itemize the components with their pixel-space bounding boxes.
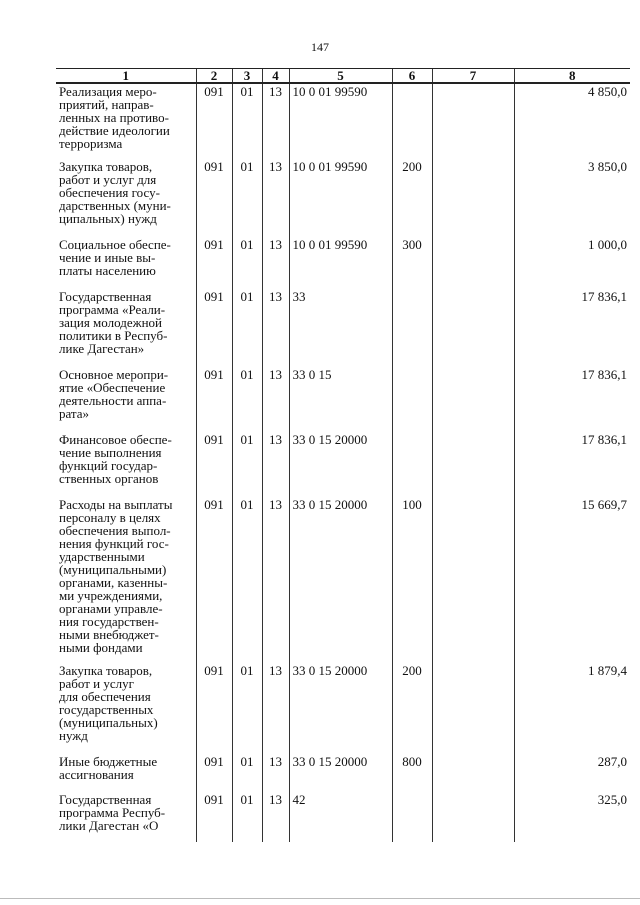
- item-name: Государственная программа «Реали- зация молодежной политики в Респуб- лике Дагестан»: [59, 289, 168, 356]
- code-target-article: 33 0 15 20000: [289, 754, 392, 792]
- code-target-article: 33 0 15: [289, 367, 392, 432]
- code-subsection: 13: [262, 754, 289, 792]
- code-target-article: 42: [289, 792, 392, 842]
- code-section: 01: [232, 792, 262, 842]
- column-header: 1: [56, 69, 196, 84]
- code-ministry: 091: [196, 367, 232, 432]
- code-ministry: 091: [196, 497, 232, 663]
- col-7: [432, 432, 514, 497]
- code-section: 01: [232, 289, 262, 367]
- column-header: 3: [232, 69, 262, 84]
- code-expense-type: [392, 432, 432, 497]
- col-7: [432, 754, 514, 792]
- table-row: [56, 497, 630, 663]
- code-target-article: 10 0 01 99590: [289, 237, 392, 289]
- code-target-article: 33: [289, 289, 392, 367]
- code-section: 01: [232, 237, 262, 289]
- code-expense-type: 200: [392, 159, 432, 237]
- table-row: [56, 289, 630, 367]
- code-subsection: 13: [262, 289, 289, 367]
- code-ministry: 091: [196, 237, 232, 289]
- col-7: [432, 497, 514, 663]
- code-expense-type: 100: [392, 497, 432, 663]
- table-row: [56, 367, 630, 432]
- item-name: Закупка товаров, работ и услуг для обеспечения госу- дарственных (муни- ципальных) нужд: [59, 159, 171, 226]
- code-expense-type: 800: [392, 754, 432, 792]
- table-row: [56, 663, 630, 754]
- code-subsection: 13: [262, 159, 289, 237]
- table-row: [56, 159, 630, 237]
- item-name: Социальное обеспе- чение и иные вы- платы населению: [59, 237, 171, 278]
- code-section: 01: [232, 432, 262, 497]
- col-7: [432, 792, 514, 842]
- item-name: Закупка товаров, работ и услуг для обеспечения государственных (муниципальных) нужд: [59, 663, 158, 743]
- page-number: 147: [311, 40, 329, 54]
- column-header: 5: [289, 69, 392, 84]
- table-row: [56, 792, 630, 842]
- col-7: [432, 237, 514, 289]
- code-section: 01: [232, 497, 262, 663]
- col-7: [432, 159, 514, 237]
- amount: 17 836,1: [514, 432, 630, 497]
- code-expense-type: 300: [392, 237, 432, 289]
- amount: 287,0: [514, 754, 630, 792]
- code-target-article: 33 0 15 20000: [289, 497, 392, 663]
- code-ministry: 091: [196, 792, 232, 842]
- code-target-article: 33 0 15 20000: [289, 432, 392, 497]
- amount: 4 850,0: [514, 83, 630, 159]
- amount: 17 836,1: [514, 289, 630, 367]
- code-expense-type: [392, 289, 432, 367]
- table-row: [56, 432, 630, 497]
- col-7: [432, 367, 514, 432]
- item-name: Расходы на выплаты персоналу в целях обеспечения выпол- нения функций гос- ударственными (муниципальными) органами, казенны- ми учреждениями, органами управле- ния государствен- ными внебюджет- ными фондами: [59, 497, 173, 655]
- item-name: Финансовое обеспе- чение выполнения функций государ- ственных органов: [59, 432, 172, 486]
- code-expense-type: 200: [392, 663, 432, 754]
- code-ministry: 091: [196, 159, 232, 237]
- code-target-article: 10 0 01 99590: [289, 83, 392, 159]
- table-row: [56, 754, 630, 792]
- code-section: 01: [232, 663, 262, 754]
- amount: 3 850,0: [514, 159, 630, 237]
- column-header: 6: [392, 69, 432, 84]
- item-name: Реализация меро- приятий, направ- ленных на противо- действие идеологии терроризма: [59, 84, 170, 151]
- code-subsection: 13: [262, 367, 289, 432]
- amount: 17 836,1: [514, 367, 630, 432]
- code-section: 01: [232, 83, 262, 159]
- col-7: [432, 83, 514, 159]
- code-expense-type: [392, 83, 432, 159]
- code-subsection: 13: [262, 663, 289, 754]
- table-header-row: [56, 69, 630, 84]
- column-header: 2: [196, 69, 232, 84]
- item-name: Государственная программа Респуб- лики Дагестан «О: [59, 792, 166, 833]
- item-name: Иные бюджетные ассигнования: [59, 754, 158, 782]
- table-row: [56, 237, 630, 289]
- code-ministry: 091: [196, 754, 232, 792]
- column-header: 8: [514, 69, 630, 84]
- item-name: Основное меропри- ятие «Обеспечение деятельности аппа- рата»: [59, 367, 169, 421]
- page-bottom-edge: [0, 898, 640, 899]
- amount: 15 669,7: [514, 497, 630, 663]
- column-header: 4: [262, 69, 289, 84]
- code-section: 01: [232, 159, 262, 237]
- col-7: [432, 289, 514, 367]
- code-subsection: 13: [262, 83, 289, 159]
- table-row: [56, 83, 630, 159]
- amount: 1 879,4: [514, 663, 630, 754]
- code-ministry: 091: [196, 83, 232, 159]
- code-ministry: 091: [196, 432, 232, 497]
- code-section: 01: [232, 754, 262, 792]
- code-target-article: 33 0 15 20000: [289, 663, 392, 754]
- code-ministry: 091: [196, 663, 232, 754]
- code-subsection: 13: [262, 792, 289, 842]
- budget-table: [56, 68, 630, 842]
- code-section: 01: [232, 367, 262, 432]
- code-expense-type: [392, 367, 432, 432]
- column-header: 7: [432, 69, 514, 84]
- code-subsection: 13: [262, 237, 289, 289]
- code-ministry: 091: [196, 289, 232, 367]
- amount: 325,0: [514, 792, 630, 842]
- code-target-article: 10 0 01 99590: [289, 159, 392, 237]
- code-subsection: 13: [262, 432, 289, 497]
- amount: 1 000,0: [514, 237, 630, 289]
- code-expense-type: [392, 792, 432, 842]
- col-7: [432, 663, 514, 754]
- code-subsection: 13: [262, 497, 289, 663]
